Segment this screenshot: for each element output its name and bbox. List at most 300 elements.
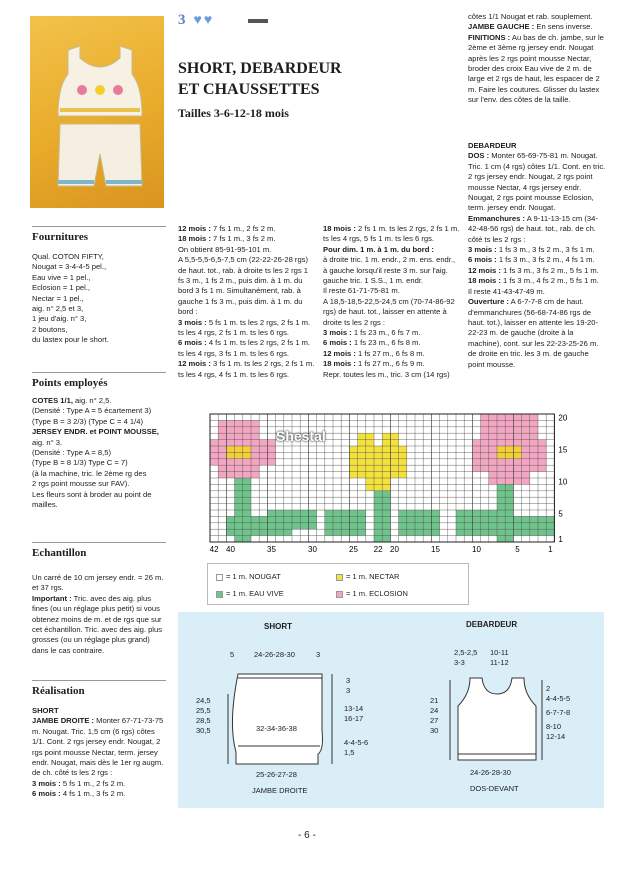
- chart-cell: [399, 472, 407, 478]
- short-dim: 24-26-28-30: [254, 650, 295, 659]
- chart-cell: [513, 420, 521, 426]
- short-schematic: [226, 664, 342, 768]
- chart-cell: [235, 536, 243, 542]
- chart-cell: [267, 446, 275, 452]
- chart-cell: [235, 420, 243, 426]
- product-photo: [30, 16, 164, 208]
- chart-cell: [513, 427, 521, 433]
- chart-cell: [374, 516, 382, 522]
- chart-cell: [472, 529, 480, 535]
- instructions-col-b: [323, 224, 461, 380]
- supply-item: Eau vive = 1 pel.,: [32, 272, 91, 282]
- chart-cell: [407, 516, 415, 522]
- chart-cell: [259, 459, 267, 465]
- chart-cell: [382, 491, 390, 497]
- deb-height-dims: [430, 696, 438, 736]
- chart-cell: [456, 523, 464, 529]
- chart-cell: [243, 484, 251, 490]
- chart-cell: [243, 529, 251, 535]
- chart-cell: [382, 465, 390, 471]
- chart-cell: [235, 504, 243, 510]
- chart-cell: [235, 472, 243, 478]
- chart-cell: [505, 414, 513, 420]
- supply-item: aig. n° 2,5 et 3,: [32, 304, 84, 314]
- chart-cell: [276, 516, 284, 522]
- chart-cell: [210, 459, 218, 465]
- chart-cell: [489, 516, 497, 522]
- height-dim: 21: [430, 696, 439, 705]
- chart-cell: [497, 523, 505, 529]
- chart-cell: [374, 523, 382, 529]
- chart-cell: [267, 516, 275, 522]
- chart-cell: [423, 529, 431, 535]
- section-fournitures: Fournitures: [32, 226, 166, 243]
- chart-cell: [464, 523, 472, 529]
- chart-cell: [530, 414, 538, 420]
- chart-cell: [423, 516, 431, 522]
- stitch-line: 2 rgs point mousse sur FAV).: [32, 479, 130, 489]
- chart-cell: [300, 516, 308, 522]
- instruction-line: 18 mois : 1 fs 27 m., 6 fs 9 m.: [323, 359, 425, 369]
- chart-cell: [267, 523, 275, 529]
- chart-cell: [325, 516, 333, 522]
- chart-cell: [505, 446, 513, 452]
- chart-cell: [382, 478, 390, 484]
- y-tick-label: 5: [558, 509, 563, 519]
- height-dim: 28,5: [196, 716, 211, 725]
- debardeur-instructions: DEBARDEUR DOS : Monter 65-69-75-81 m. Nougat. Tric. 1 cm (4 rgs) côtes 1/1. Cont. en tric. 2 rgs jersey endr. Nougat, 2 rgs point mousse Nectar, 4 rgs jersey endr. Nougat, 2 rgs point mousse Eclosion, term. jersey endr. Nougat. Emmanchures : A 9-11-13-15 cm (34-42-48-56 rgs) de haut. tot., rab. de ch. côté ts les 2 rgs : 3 mois : 1 fs 3 m., 3 fs 2 m., 3 fs 1 m. 6 mois : 1 fs 3 m., 3 fs 2 m., 4 fs 1 m. 12 mois : 1 fs 3 m., 3 fs 2 m., 5 fs 1 m. 18 mois : 1 fs 3 m., 4 fs 2 m., 5 fs 1 m. Il reste 41-43-47-49 m. Ouverture : A 6-7-7-8 cm de haut. d'emmanchures (56-68-74-86 rgs de haut. tot.), laisser en attente les 19-20-22-23 m. de gauche (droite à la machine), cont. sur les 22-23-25-26 m. de droite en tric. les 3 m. de gauche point mousse.: [468, 141, 606, 369]
- chart-cell: [218, 472, 226, 478]
- chart-cell: [538, 446, 546, 452]
- chart-cell: [284, 516, 292, 522]
- chart-cell: [366, 459, 374, 465]
- chart-cell: [226, 459, 234, 465]
- chart-cell: [374, 472, 382, 478]
- chart-cell: [226, 440, 234, 446]
- chart-cell: [292, 516, 300, 522]
- chart-cell: [226, 446, 234, 452]
- chart-cell: [546, 529, 554, 535]
- chart-cell: [382, 516, 390, 522]
- nougat-swatch-icon: [216, 574, 223, 581]
- chart-cell: [382, 440, 390, 446]
- chart-cell: [399, 446, 407, 452]
- x-tick-label: 22: [373, 545, 383, 554]
- stitch-line: COTES 1/1, aig. n° 2,5.: [32, 396, 112, 405]
- chart-cell: [513, 452, 521, 458]
- chart-cell: [481, 427, 489, 433]
- chart-cell: [284, 523, 292, 529]
- chart-cell: [382, 484, 390, 490]
- chart-cell: [505, 472, 513, 478]
- chart-cell: [522, 465, 530, 471]
- chart-cell: [497, 536, 505, 542]
- chart-cell: [382, 504, 390, 510]
- chart-cell: [218, 465, 226, 471]
- knitted-outfit-illustration: [50, 46, 150, 196]
- chart-cell: [226, 427, 234, 433]
- chart-cell: [505, 516, 513, 522]
- chart-cell: [497, 491, 505, 497]
- short-dim: 5: [230, 650, 235, 659]
- chart-cell: [374, 484, 382, 490]
- chart-cell: [489, 465, 497, 471]
- chart-cell: [382, 529, 390, 535]
- chart-cell: [259, 446, 267, 452]
- chart-cell: [333, 516, 341, 522]
- instruction-line: A 5,5-5,5-6,5-7,5 cm (22-22-26-28 rgs) de haut. tot., rab. à droite ts les 2 rgs 1 fs 3 m., 1 fs 2 m., puis dim. à 1 m. du bord 3 fs 1 m. Simultanément, rab. à gauche 1 fs 3 m., puis dim. à 1 m. du bord :: [178, 255, 309, 317]
- chart-cell: [464, 510, 472, 516]
- chart-cell: [235, 497, 243, 503]
- instruction-line: à droite tric. 1 m. endr., 2 m. ens. endr., à gauche lorsqu'il reste 3 m. sur l'aig. gauche tric. 1 S.S., 1 m. endr.: [323, 255, 456, 286]
- chart-cell: [390, 472, 398, 478]
- chart-cell: [374, 491, 382, 497]
- instruction-line: Repr. toutes les m., tric. 3 cm (14 rgs): [323, 369, 450, 379]
- chart-cell: [251, 459, 259, 465]
- x-tick-label: 20: [390, 545, 399, 554]
- chart-cell: [538, 465, 546, 471]
- chart-cell: [546, 523, 554, 529]
- chart-cell: [530, 452, 538, 458]
- chart-cell: [382, 452, 390, 458]
- chart-cell: [530, 465, 538, 471]
- chart-cell: [358, 472, 366, 478]
- chart-cell: [399, 529, 407, 535]
- chart-cell: [243, 536, 251, 542]
- stitches-list: [32, 396, 166, 510]
- chart-cell: [251, 465, 259, 471]
- chart-cell: [366, 452, 374, 458]
- chart-cell: [243, 433, 251, 439]
- chart-cell: [251, 516, 259, 522]
- instruction-line: On obtient 85-91-95-101 m.: [178, 244, 272, 254]
- chart-cell: [300, 510, 308, 516]
- chart-cell: [276, 523, 284, 529]
- chart-cell: [505, 484, 513, 490]
- instruction-line: 12 mois : 7 fs 1 m., 2 fs 2 m.: [178, 224, 276, 233]
- chart-cell: [235, 523, 243, 529]
- chart-cell: [522, 516, 530, 522]
- chart-cell: [399, 516, 407, 522]
- instruction-line: A 18,5-18,5-22,5-24,5 cm (70-74-86-92 rgs) de haut. tot., laisser en attente à droite ts les 2 rgs :: [323, 296, 455, 327]
- chart-cell: [235, 440, 243, 446]
- stitch-line: aig. n° 3.: [32, 437, 63, 447]
- chart-cell: [374, 504, 382, 510]
- chart-cell: [481, 523, 489, 529]
- y-tick-label: 10: [558, 477, 568, 487]
- eclosion-swatch-icon: [336, 591, 343, 598]
- chart-cell: [382, 472, 390, 478]
- deb-dim: 6-7-7-8: [546, 708, 571, 717]
- x-tick-label: 30: [308, 545, 317, 554]
- chart-cell: [505, 523, 513, 529]
- deb-dim: 11-12: [490, 658, 509, 667]
- chart-cell: [530, 529, 538, 535]
- chart-cell: [235, 510, 243, 516]
- chart-cell: [497, 427, 505, 433]
- stitch-line: Les fleurs sont à broder au point de: [32, 489, 152, 499]
- instruction-line: 6 mois : 4 fs 1 m. ts les 2 rgs, 2 fs 1 m. ts les 4 rgs, 3 fs 1 m. ts les 6 rgs.: [178, 338, 311, 358]
- chart-cell: [366, 465, 374, 471]
- chart-cell: [349, 523, 357, 529]
- chart-cell: [522, 523, 530, 529]
- supply-item: Nougat = 3-4-4-5 pel.,: [32, 262, 107, 272]
- chart-cell: [513, 446, 521, 452]
- short-caption: JAMBE DROITE: [252, 786, 308, 795]
- short-dim: 4-4-5-6: [344, 738, 369, 747]
- chart-cell: [481, 465, 489, 471]
- instruction-line: 3 mois : 1 fs 23 m., 6 fs 7 m.: [323, 328, 421, 338]
- short-dim: 32-34-36-38: [256, 724, 297, 733]
- chart-cell: [333, 510, 341, 516]
- embroidery-chart: [206, 410, 581, 558]
- chart-cell: [481, 446, 489, 452]
- eau-vive-swatch-icon: [216, 591, 223, 598]
- chart-cell: [423, 510, 431, 516]
- short-dim: 16-17: [344, 714, 364, 723]
- deb-dim: 24-26-28-30: [470, 768, 511, 777]
- chart-cell: [464, 529, 472, 535]
- chart-cell: [382, 523, 390, 529]
- instruction-line: 12 mois : 3 fs 1 m. ts les 2 rgs, 2 fs 1 m. ts les 4 rgs, 4 fs 1 m. ts les 6 rgs.: [178, 359, 315, 379]
- instruction-line: Pour dim. 1 m. à 1 m. du bord :: [323, 244, 434, 254]
- chart-cell: [382, 497, 390, 503]
- height-dim: 27: [430, 716, 439, 725]
- legend-eau-vive: = 1 m. EAU VIVE: [216, 589, 284, 598]
- chart-cell: [513, 523, 521, 529]
- stitch-line: (Densité : Type A = 8,5): [32, 448, 112, 458]
- chart-cell: [497, 414, 505, 420]
- chart-cell: [358, 452, 366, 458]
- chart-cell: [472, 446, 480, 452]
- height-dim: 25,5: [196, 706, 211, 715]
- supply-item: 1 jeu d'aig. n° 3,: [32, 314, 87, 324]
- watermark: Shestal: [276, 428, 326, 444]
- chart-cell: [358, 446, 366, 452]
- legend-nectar: = 1 m. NECTAR: [336, 572, 399, 581]
- chart-cell: [489, 478, 497, 484]
- chart-cell: [292, 510, 300, 516]
- chart-cell: [235, 465, 243, 471]
- deb-dim: 4-4-5-5: [546, 694, 571, 703]
- chart-cell: [513, 472, 521, 478]
- section-realisation: Réalisation: [32, 680, 166, 697]
- chart-cell: [243, 504, 251, 510]
- supply-item: Eclosion = 1 pel.,: [32, 283, 91, 293]
- chart-cell: [374, 459, 382, 465]
- x-tick-label: 40: [226, 545, 235, 554]
- chart-cell: [325, 510, 333, 516]
- chart-cell: [374, 497, 382, 503]
- chart-cell: [259, 529, 267, 535]
- deb-dim: 10-11: [490, 648, 509, 657]
- chart-cell: [349, 465, 357, 471]
- difficulty-hearts: ♥♥: [193, 13, 215, 28]
- chart-cell: [358, 523, 366, 529]
- chart-cell: [243, 452, 251, 458]
- chart-cell: [497, 433, 505, 439]
- chart-cell: [308, 516, 316, 522]
- chart-cell: [530, 433, 538, 439]
- chart-cell: [235, 427, 243, 433]
- chart-cell: [513, 433, 521, 439]
- chart-cell: [489, 472, 497, 478]
- chart-cell: [358, 440, 366, 446]
- chart-cell: [505, 420, 513, 426]
- short-diagram-title: SHORT: [264, 622, 292, 631]
- chart-cell: [243, 523, 251, 529]
- chart-cell: [267, 510, 275, 516]
- chart-cell: [349, 472, 357, 478]
- chart-cell: [489, 414, 497, 420]
- legend-nougat: = 1 m. NOUGAT: [216, 572, 281, 581]
- chart-cell: [481, 529, 489, 535]
- chart-cell: [325, 529, 333, 535]
- chart-cell: [218, 427, 226, 433]
- chart-cell: [235, 478, 243, 484]
- chart-cell: [366, 440, 374, 446]
- chart-cell: [472, 459, 480, 465]
- chart-cell: [497, 510, 505, 516]
- chart-cell: [382, 536, 390, 542]
- chart-cell: [407, 510, 415, 516]
- chart-cell: [210, 452, 218, 458]
- height-dim: 30,5: [196, 726, 211, 735]
- chart-cell: [456, 516, 464, 522]
- x-tick-label: 15: [431, 545, 440, 554]
- chart-cell: [333, 529, 341, 535]
- short-height-dims: [196, 696, 211, 736]
- chart-cell: [390, 465, 398, 471]
- chart-cell: [251, 446, 259, 452]
- stitch-line: mailles.: [32, 500, 58, 510]
- chart-cell: [374, 465, 382, 471]
- chart-cell: [390, 452, 398, 458]
- stitch-line: JERSEY ENDR. et POINT MOUSSE,: [32, 427, 159, 437]
- chart-cell: [489, 452, 497, 458]
- chart-cell: [530, 440, 538, 446]
- chart-cell: [415, 516, 423, 522]
- y-tick-label: 15: [558, 445, 568, 455]
- x-tick-label: 42: [209, 545, 219, 554]
- chart-cell: [431, 523, 439, 529]
- chart-cell: [513, 459, 521, 465]
- chart-cell: [456, 510, 464, 516]
- chart-cell: [513, 440, 521, 446]
- chart-cell: [472, 465, 480, 471]
- chart-cell: [243, 427, 251, 433]
- chart-cell: [505, 536, 513, 542]
- short-instructions: SHORT JAMBE DROITE : Monter 67-71-73-75 m. Nougat. Tric. 1,5 cm (6 rgs) côtes 1/1. Cont. 2 rgs jersey endr. Nougat, 2 rgs point mousse Nectar, term. jersey endr. Nougat, mais dès le 1er rg augm. de ch. côté ts les 2 rgs : 3 mois : 5 fs 1 m., 2 fs 2 m. 6 mois : 4 fs 1 m., 3 fs 2 m.: [32, 706, 164, 799]
- chart-cell: [284, 510, 292, 516]
- chart-cell: [349, 516, 357, 522]
- chart-cell: [505, 478, 513, 484]
- chart-cell: [513, 478, 521, 484]
- chart-cell: [530, 459, 538, 465]
- chart-cell: [489, 420, 497, 426]
- chart-cell: [513, 529, 521, 535]
- chart-cell: [276, 529, 284, 535]
- instruction-line: Il reste 61-71-75-81 m.: [323, 286, 400, 296]
- chart-cell: [374, 452, 382, 458]
- chart-cell: [481, 516, 489, 522]
- chart-cell: [497, 452, 505, 458]
- chart-cell: [259, 516, 267, 522]
- chart-cell: [497, 497, 505, 503]
- chart-cell: [358, 465, 366, 471]
- chart-cell: [415, 523, 423, 529]
- chart-cell: [243, 478, 251, 484]
- chart-cell: [366, 478, 374, 484]
- finishing-text: côtes 1/1 Nougat et rab. souplement. JAMBE GAUCHE : En sens inverse. FINITIONS : Au bas de ch. jambe, sur le 2ème et 3ème rg jersey endr. Nougat après les 2 rgs point mousse Nectar, broder des croix Eau vive de 2 m. de large et 2 rgs de haut, les espacer de 2 m. Faire les coutures. Glisser du lastex sur l'env. des côtes de la taille.: [468, 12, 604, 105]
- chart-cell: [226, 516, 234, 522]
- chart-cell: [505, 510, 513, 516]
- chart-cell: [481, 440, 489, 446]
- chart-cell: [489, 433, 497, 439]
- supply-item: Nectar = 1 pel.,: [32, 293, 84, 303]
- chart-cell: [513, 516, 521, 522]
- chart-cell: [538, 529, 546, 535]
- chart-cell: [530, 420, 538, 426]
- instruction-line: 3 mois : 5 fs 1 m. ts les 2 rgs, 2 fs 1 m. ts les 4 rgs, 2 fs 1 m. ts les 6 rgs.: [178, 317, 311, 338]
- x-tick-label: 1: [548, 545, 553, 554]
- deb-dim: 8-10: [546, 722, 562, 731]
- chart-cell: [481, 414, 489, 420]
- chart-cell: [497, 504, 505, 510]
- chart-cell: [358, 516, 366, 522]
- chart-cell: [489, 427, 497, 433]
- chart-cell: [497, 478, 505, 484]
- y-tick-label: 1: [558, 535, 563, 544]
- chart-cell: [300, 523, 308, 529]
- color-legend: [207, 563, 469, 605]
- chart-cell: [522, 440, 530, 446]
- chart-cell: [456, 529, 464, 535]
- chart-cell: [251, 440, 259, 446]
- chart-cell: [251, 433, 259, 439]
- chart-cell: [497, 484, 505, 490]
- chart-cell: [415, 510, 423, 516]
- chart-cell: [464, 516, 472, 522]
- chart-cell: [226, 465, 234, 471]
- chart-cell: [341, 529, 349, 535]
- legend-eclosion: = 1 m. ECLOSION: [336, 589, 408, 598]
- chart-cell: [366, 433, 374, 439]
- chart-cell: [358, 529, 366, 535]
- deb-caption: DOS-DEVANT: [470, 784, 519, 793]
- chart-cell: [251, 427, 259, 433]
- chart-cell: [226, 529, 234, 535]
- chart-cell: [390, 446, 398, 452]
- chart-cell: [522, 472, 530, 478]
- chart-cell: [218, 433, 226, 439]
- chart-cell: [530, 427, 538, 433]
- deb-dim: 3-3: [454, 658, 465, 667]
- chart-cell: [522, 427, 530, 433]
- chart-cell: [349, 529, 357, 535]
- chart-cell: [284, 529, 292, 535]
- chart-cell: [382, 446, 390, 452]
- chart-cell: [235, 529, 243, 535]
- chart-cell: [366, 484, 374, 490]
- chart-cell: [489, 510, 497, 516]
- chart-cell: [472, 452, 480, 458]
- chart-cell: [267, 459, 275, 465]
- chart-cell: [513, 465, 521, 471]
- chart-cell: [341, 523, 349, 529]
- x-tick-label: 5: [515, 545, 520, 554]
- chart-cell: [382, 510, 390, 516]
